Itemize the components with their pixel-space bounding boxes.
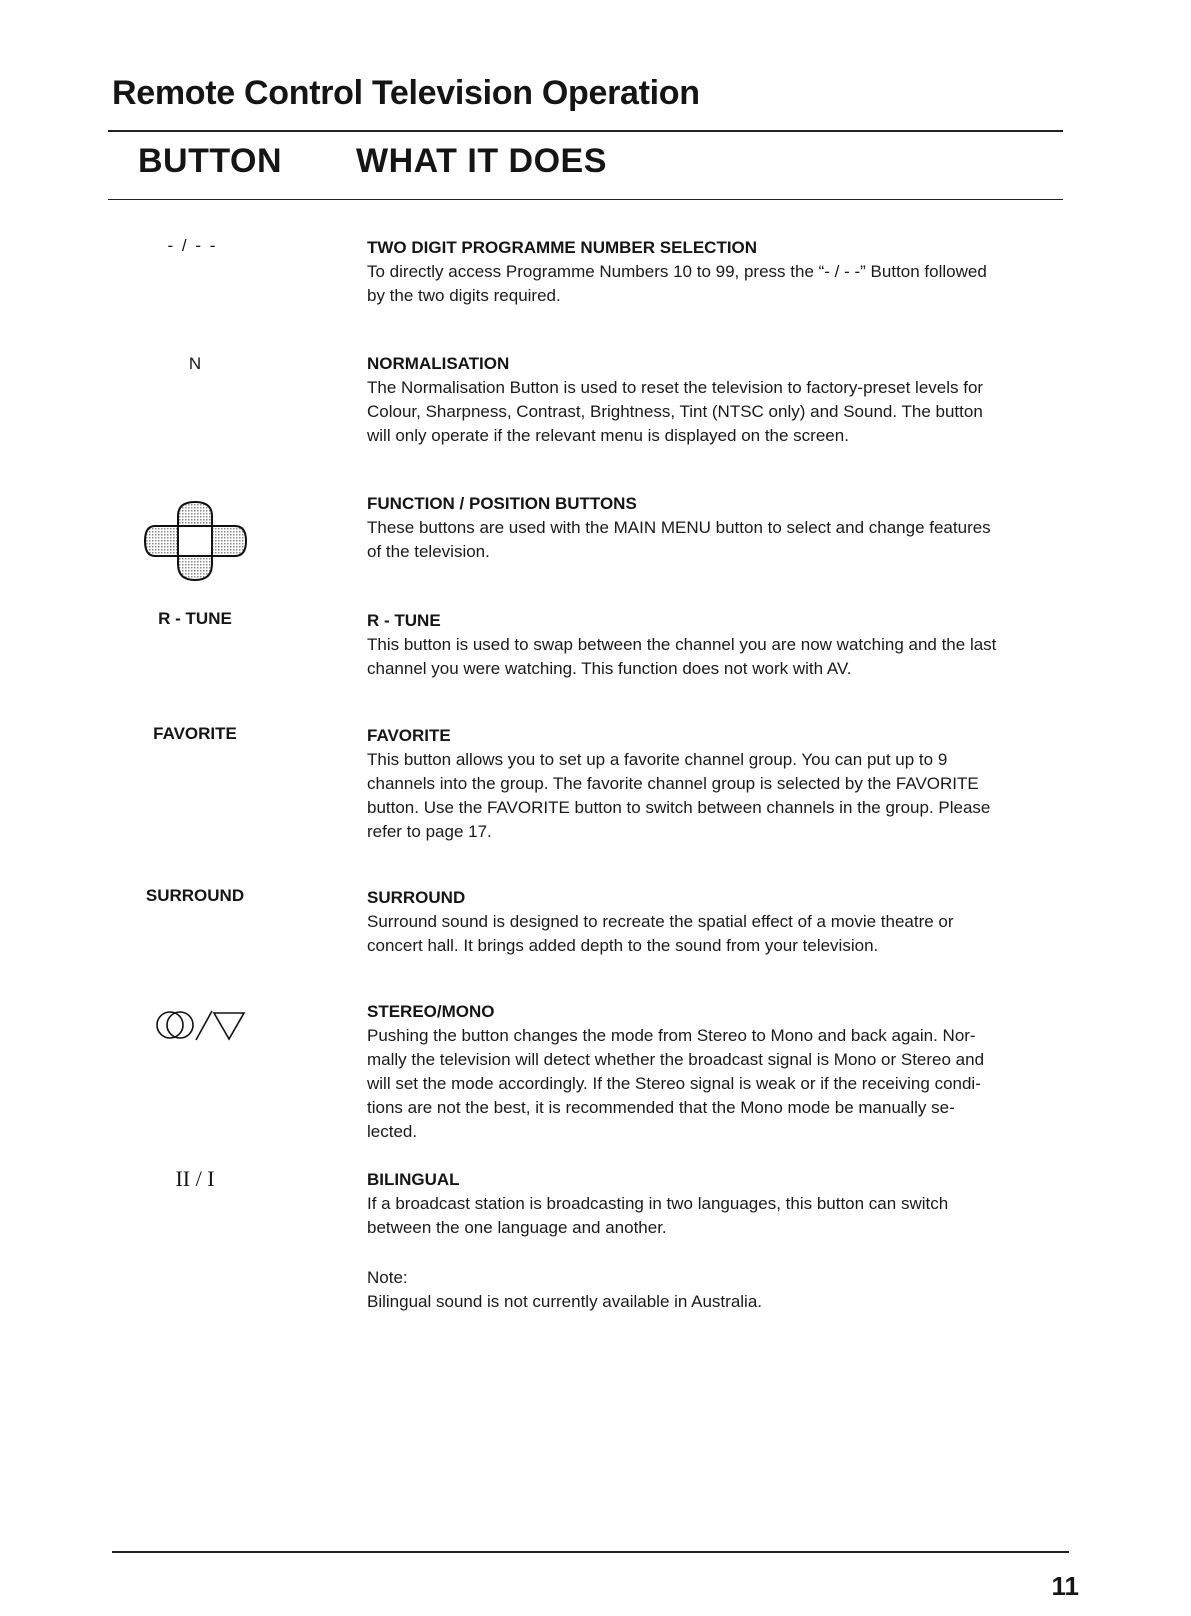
- entry-title: FAVORITE: [367, 726, 451, 745]
- button-column-header: BUTTON: [138, 142, 283, 180]
- what-it-does-column-header: WHAT IT DOES: [356, 142, 607, 180]
- entry-text: This button is used to swap between the channel you are now watching and the last channel you were watching. This function does not work with AV.: [367, 635, 997, 678]
- entry-text: These buttons are used with the MAIN MENU button to select and change features of the television.: [367, 518, 991, 561]
- entry-text: Surround sound is designed to recreate the spatial effect of a movie theatre or concert hall. It brings added depth to the sound from your television.: [367, 912, 954, 955]
- description-bilingual: [367, 1168, 1087, 1240]
- entry-text: To directly access Programme Numbers 10 to 99, press the “- / - -” Button followed by the two digits required.: [367, 262, 987, 305]
- button-label-two-digit: - / - -: [167, 236, 218, 255]
- description-r-tune: [367, 609, 1087, 681]
- header-rule: [108, 199, 1063, 200]
- description-normalisation: [367, 352, 1087, 448]
- note-text: Bilingual sound is not currently available in Australia.: [367, 1292, 763, 1311]
- button-label-n: N: [188, 354, 202, 373]
- entry-title: SURROUND: [367, 888, 466, 907]
- note-label: Note:: [367, 1268, 408, 1287]
- note-block: [367, 1266, 1087, 1314]
- entry-title: BILINGUAL: [367, 1170, 460, 1189]
- description-function-position: [367, 492, 1087, 564]
- entry-title: STEREO/MONO: [367, 1002, 495, 1021]
- directional-pad-icon: [143, 498, 248, 584]
- stereo-mono-icon: [152, 1008, 248, 1042]
- footer-rule: [112, 1551, 1069, 1553]
- entry-title: NORMALISATION: [367, 354, 510, 373]
- description-favorite: [367, 724, 1087, 844]
- entry-text: This button allows you to set up a favorite channel group. You can put up to 9 channels into the group. The favorite channel group is selected by the FAVORITE button. Use the FAVORITE button to switch between channels in the group. Please refer to page 17.: [367, 750, 991, 841]
- entry-text: If a broadcast station is broadcasting in two languages, this button can switch between the one language and another.: [367, 1194, 949, 1237]
- title-rule: [108, 130, 1063, 132]
- description-two-digit: [367, 236, 1087, 308]
- button-label-r-tune: R - TUNE: [158, 609, 232, 628]
- page-number: 11: [1051, 1571, 1079, 1601]
- entry-title: FUNCTION / POSITION BUTTONS: [367, 494, 637, 513]
- entry-text: The Normalisation Button is used to reset the television to factory-preset levels for Colour, Sharpness, Contrast, Brightness, Tint (NTSC only) and Sound. The button will only operate if the relevant menu is displayed on the screen.: [367, 378, 984, 445]
- description-stereo-mono: [367, 1000, 1087, 1144]
- button-label-surround: SURROUND: [145, 886, 245, 905]
- entry-title: TWO DIGIT PROGRAMME NUMBER SELECTION: [367, 238, 758, 257]
- button-label-bilingual: II / I: [175, 1166, 215, 1191]
- page-title: Remote Control Television Operation: [112, 74, 700, 112]
- entry-title: R - TUNE: [367, 611, 441, 630]
- entry-text: Pushing the button changes the mode from Stereo to Mono and back again. Nor- mally the television will detect whether the broadcast signal is Mono or Stereo and will set the mode accordingly. If the Stereo signal is weak or if the receiving condi- tions are not the best, it is recommended that the Mono mode be manually se- lected.: [367, 1026, 985, 1141]
- button-label-favorite: FAVORITE: [153, 724, 237, 743]
- description-surround: [367, 886, 1087, 958]
